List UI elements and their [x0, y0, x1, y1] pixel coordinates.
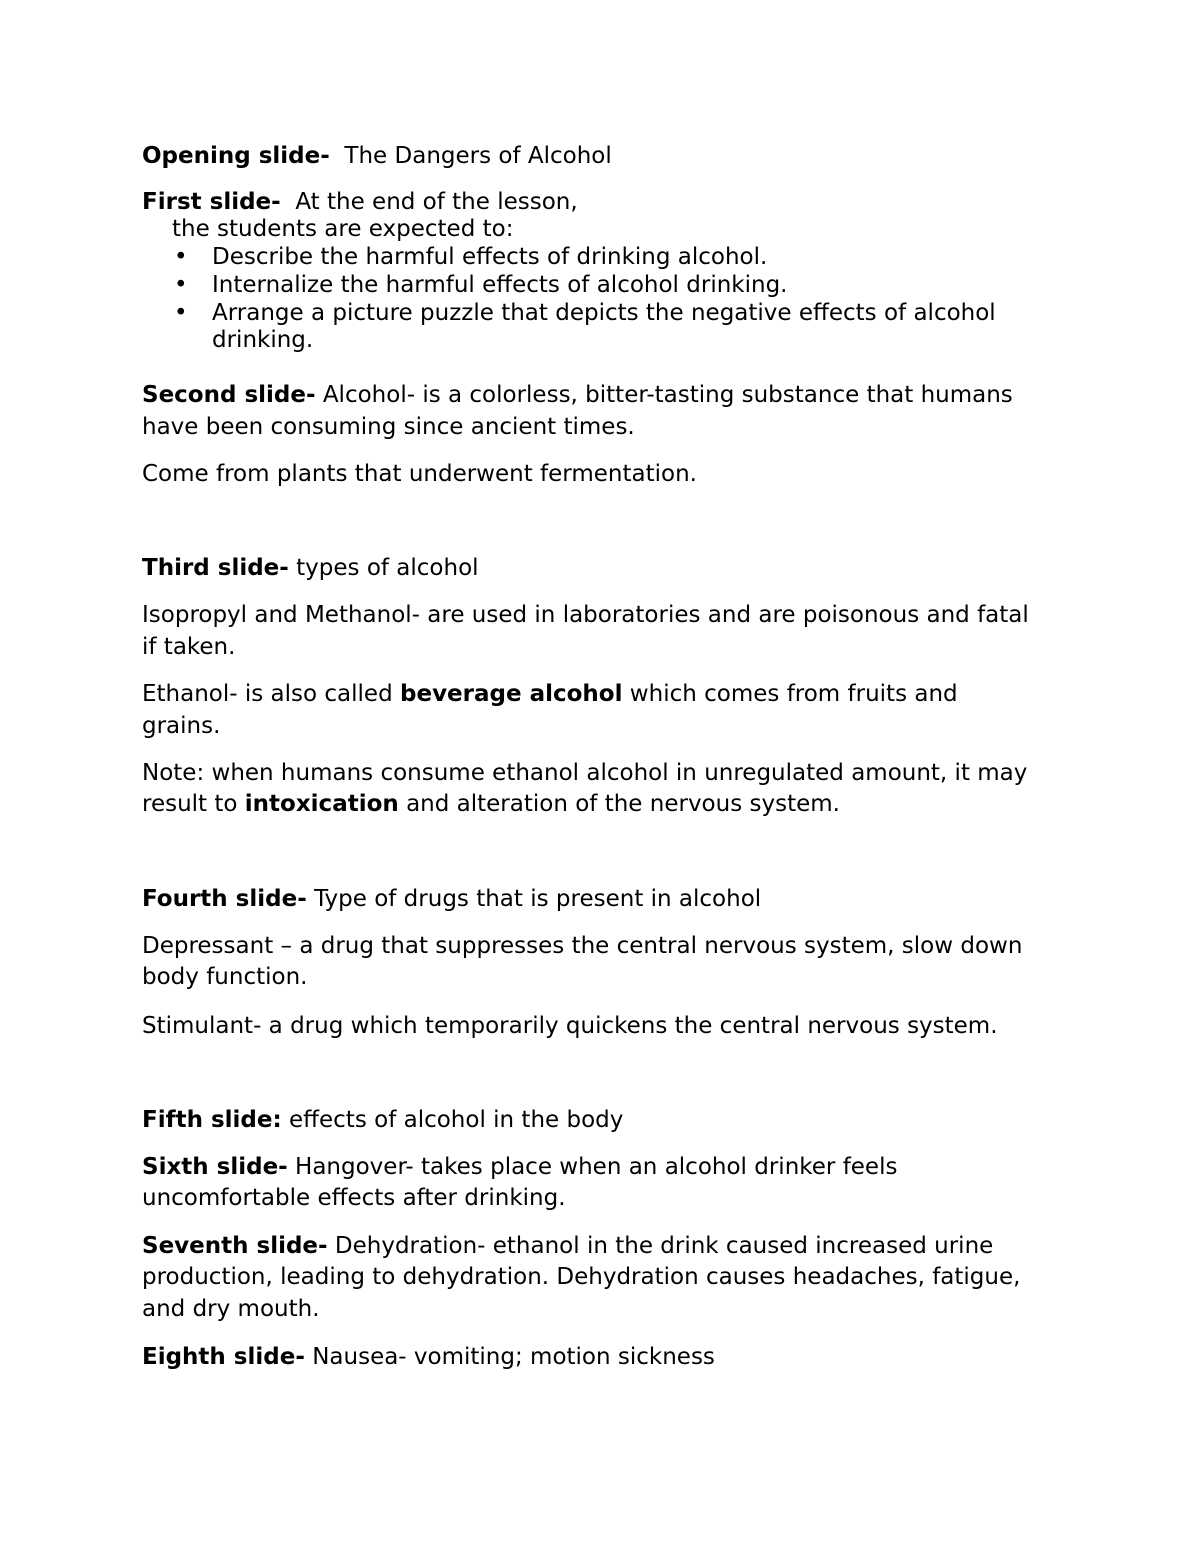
first-slide-text: At the end of the lesson,	[295, 189, 578, 215]
opening-slide-line	[142, 141, 612, 171]
third-slide-p2-line1	[142, 679, 958, 709]
fourth-slide-line	[142, 884, 761, 914]
objective-item: Internalize the harmful effects of alcohol drinking.	[212, 272, 788, 298]
second-slide-text-3: Come from plants that underwent fermentation.	[142, 461, 697, 487]
sixth-slide-text: Hangover- takes place when an alcohol drinker feels	[295, 1154, 898, 1180]
third-slide-p3-pre: result to	[142, 791, 245, 817]
second-slide-text: Alcohol- is a colorless, bitter-tasting substance that humans	[322, 382, 1013, 408]
intoxication-term: intoxication	[244, 791, 399, 817]
fifth-slide-label: Fifth slide:	[142, 1107, 282, 1133]
third-slide-p3-post: and alteration of the nervous system.	[398, 791, 840, 817]
third-slide-text: types of alcohol	[296, 555, 479, 581]
fifth-slide-line	[142, 1105, 623, 1135]
first-slide-intro: the students are expected to:	[172, 216, 514, 242]
seventh-slide-text-3: and dry mouth.	[142, 1296, 320, 1322]
third-slide-p3-line1: Note: when humans consume ethanol alcohol in unregulated amount, it may	[142, 760, 1028, 786]
second-slide-label: Second slide-	[142, 382, 316, 408]
third-slide-p1-line1: Isopropyl and Methanol- are used in laboratories and are poisonous and fatal	[142, 602, 1029, 628]
seventh-slide-text: Dehydration- ethanol in the drink caused increased urine	[334, 1233, 994, 1259]
fourth-slide-p2: Stimulant- a drug which temporarily quickens the central nervous system.	[142, 1013, 998, 1039]
beverage-alcohol-term: beverage alcohol	[400, 681, 623, 707]
objective-item: Arrange a picture puzzle that depicts the negative effects of alcohol	[212, 300, 996, 326]
third-slide-p3-line2	[142, 789, 840, 819]
sixth-slide-line	[142, 1152, 897, 1182]
bullet-icon: •	[174, 244, 188, 270]
eighth-slide-text: Nausea- vomiting; motion sickness	[312, 1344, 715, 1370]
fifth-slide-text: effects of alcohol in the body	[289, 1107, 624, 1133]
fourth-slide-label: Fourth slide-	[142, 886, 307, 912]
objective-item: Describe the harmful effects of drinking alcohol.	[212, 244, 768, 270]
third-slide-line	[142, 553, 479, 583]
third-slide-p2-pre: Ethanol- is also called	[142, 681, 400, 707]
eighth-slide-line	[142, 1342, 715, 1372]
second-slide-line	[142, 380, 1013, 410]
third-slide-p2-post: which comes from fruits and	[622, 681, 958, 707]
bullet-icon: •	[174, 300, 188, 326]
fourth-slide-p1-line2: body function.	[142, 964, 308, 990]
objective-item-continued: drinking.	[212, 327, 314, 353]
opening-slide-text: The Dangers of Alcohol	[344, 143, 612, 169]
first-slide-line	[142, 187, 578, 217]
opening-slide-label: Opening slide-	[142, 143, 330, 169]
third-slide-p2-line2: grains.	[142, 713, 221, 739]
sixth-slide-label: Sixth slide-	[142, 1154, 288, 1180]
fourth-slide-text: Type of drugs that is present in alcohol	[314, 886, 762, 912]
fourth-slide-p1-line1: Depressant – a drug that suppresses the central nervous system, slow down	[142, 933, 1023, 959]
seventh-slide-line	[142, 1231, 993, 1261]
seventh-slide-text-2: production, leading to dehydration. Dehydration causes headaches, fatigue,	[142, 1264, 1021, 1290]
seventh-slide-label: Seventh slide-	[142, 1233, 328, 1259]
sixth-slide-text-2: uncomfortable effects after drinking.	[142, 1185, 566, 1211]
third-slide-p1-line2: if taken.	[142, 634, 236, 660]
second-slide-text-2: have been consuming since ancient times.	[142, 414, 635, 440]
bullet-icon: •	[174, 272, 188, 298]
eighth-slide-label: Eighth slide-	[142, 1344, 305, 1370]
first-slide-label: First slide-	[142, 189, 281, 215]
third-slide-label: Third slide-	[142, 555, 289, 581]
